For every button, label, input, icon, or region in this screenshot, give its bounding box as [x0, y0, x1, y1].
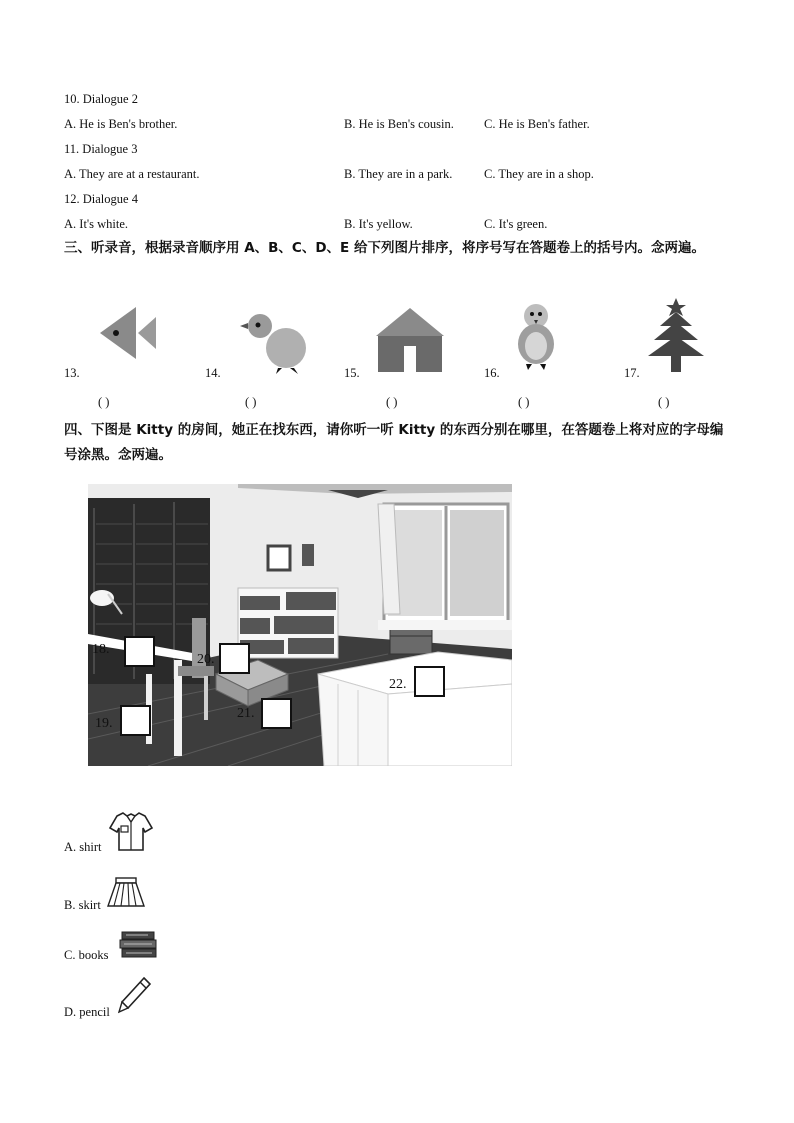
- option-a-label: A. shirt: [64, 840, 102, 854]
- section4-instructions: 四、下图是 Kitty 的房间，她正在找东西，请你听一听 Kitty 的东西分别在哪里，在答题卷上将对应的字母编号涂黑。念两遍。: [64, 422, 724, 463]
- pic16-number: 16.: [484, 366, 500, 380]
- penguin-icon: [512, 300, 560, 372]
- books-icon: [118, 930, 160, 960]
- room-illustration: [88, 484, 512, 766]
- pic14-answer-bracket[interactable]: ( ): [245, 395, 257, 409]
- pic14-number: 14.: [205, 366, 221, 380]
- room-box-22: [414, 666, 445, 697]
- section3-instructions: 三、听录音，根据录音顺序用 A、B、C、D、E 给下列图片排序，将序号写在答题卷上的括号内。念两遍。: [64, 240, 705, 256]
- pic15-answer-bracket[interactable]: ( ): [386, 395, 398, 409]
- room-label-19: 19.: [95, 716, 113, 731]
- room-box-19: [120, 705, 151, 736]
- pencil-icon: [118, 976, 152, 1014]
- q12-number: 12. Dialogue 4: [64, 192, 138, 206]
- pic13-number: 13.: [64, 366, 80, 380]
- kitty-room-picture: [88, 484, 512, 766]
- room-box-20: [219, 643, 250, 674]
- q10-number: 10. Dialogue 2: [64, 92, 138, 106]
- option-c-label: C. books: [64, 948, 109, 962]
- q12-option-a: A. It's white.: [64, 217, 129, 231]
- q11-option-b: B. They are in a park.: [344, 167, 453, 181]
- chick-icon: [236, 310, 308, 374]
- room-box-18: [124, 636, 155, 667]
- pic17-number: 17.: [624, 366, 640, 380]
- room-label-18: 18.: [92, 642, 110, 657]
- option-d-label: D. pencil: [64, 1005, 110, 1019]
- skirt-icon: [106, 876, 146, 910]
- room-label-20: 20.: [197, 652, 215, 667]
- q10-option-a: A. He is Ben's brother.: [64, 117, 178, 131]
- q10-option-b: B. He is Ben's cousin.: [344, 117, 454, 131]
- pic15-number: 15.: [344, 366, 360, 380]
- shirt-icon: [108, 810, 154, 852]
- tree-icon: [646, 298, 706, 374]
- option-b-label: B. skirt: [64, 898, 101, 912]
- q11-number: 11. Dialogue 3: [64, 142, 138, 156]
- q11-option-c: C. They are in a shop.: [484, 167, 594, 181]
- q11-option-a: A. They are at a restaurant.: [64, 167, 200, 181]
- fish-icon: [98, 305, 160, 361]
- q10-option-c: C. He is Ben's father.: [484, 117, 590, 131]
- house-icon: [374, 306, 446, 372]
- q12-option-b: B. It's yellow.: [344, 217, 413, 231]
- pic13-answer-bracket[interactable]: ( ): [98, 395, 110, 409]
- room-label-22: 22.: [389, 677, 407, 692]
- q12-option-c: C. It's green.: [484, 217, 548, 231]
- pic17-answer-bracket[interactable]: ( ): [658, 395, 670, 409]
- pic16-answer-bracket[interactable]: ( ): [518, 395, 530, 409]
- room-label-21: 21.: [237, 706, 255, 721]
- room-box-21: [261, 698, 292, 729]
